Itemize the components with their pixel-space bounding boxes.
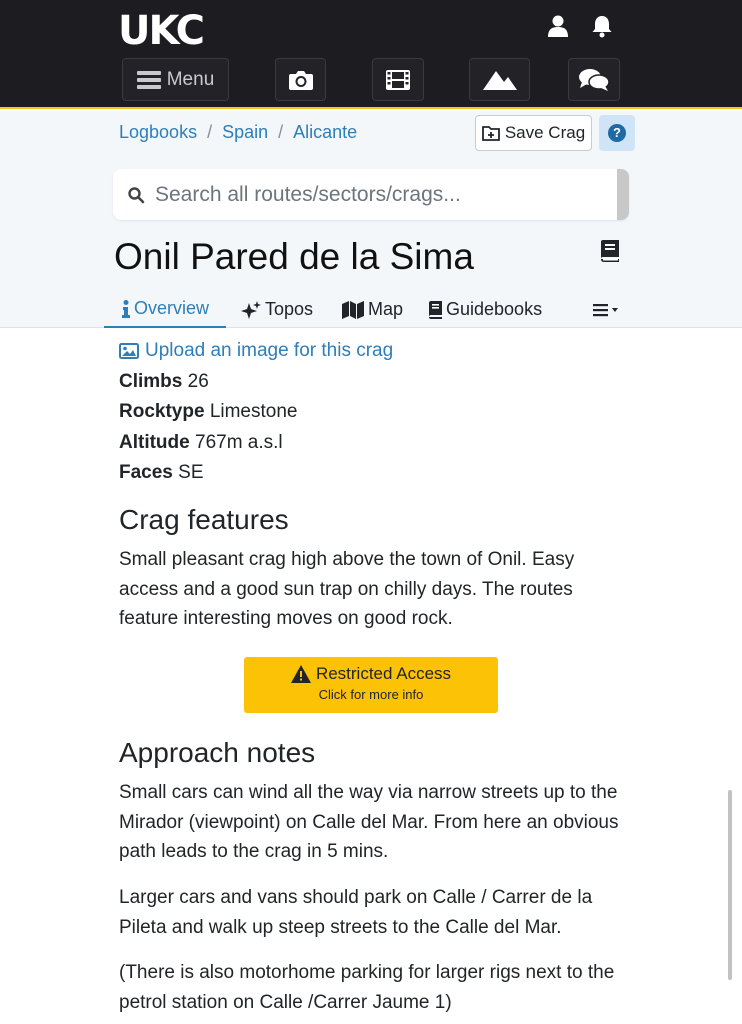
bell-icon[interactable] — [591, 14, 615, 40]
altitude-value: 767m a.s.l — [195, 432, 283, 453]
faces-label: Faces — [119, 462, 173, 483]
restricted-access-sub: Click for more info — [318, 687, 424, 702]
save-crag-button[interactable] — [475, 115, 592, 151]
restricted-access-label: Restricted Access — [315, 664, 452, 683]
breadcrumb-separator: / — [278, 122, 284, 142]
help-button[interactable] — [599, 115, 635, 151]
climbs-fact — [119, 371, 209, 393]
save-crag-label: Save Crag — [504, 123, 586, 142]
hamburger-icon — [137, 71, 161, 89]
page-title: Onil Pared de la Sima — [114, 236, 474, 277]
tab-overview-label: Overview — [134, 298, 210, 318]
site-logo[interactable]: UKC — [118, 8, 204, 54]
more-tabs-dropdown[interactable] — [593, 291, 621, 328]
climbs-value: 26 — [187, 371, 209, 392]
approach-paragraph-3: (There is also motorhome parking for larger rigs next to the petrol station on Calle /Carrer Jaume 1) — [119, 962, 615, 1013]
tab-topos[interactable] — [241, 291, 313, 328]
crag-tabs — [104, 291, 638, 328]
list-dropdown-icon — [593, 302, 621, 318]
breadcrumb-spain[interactable]: Spain — [222, 122, 269, 142]
forums-button[interactable] — [568, 58, 620, 101]
altitude-label: Altitude — [119, 432, 190, 453]
faces-fact — [119, 462, 204, 484]
rocktype-value: Limestone — [209, 401, 298, 422]
breadcrumb-alicante[interactable]: Alicante — [293, 122, 358, 142]
menu-button[interactable] — [122, 58, 229, 101]
crag-features-heading: Crag features — [119, 504, 289, 535]
page-scrollbar[interactable] — [728, 790, 732, 980]
question-icon: ? — [608, 124, 626, 142]
tab-map-label: Map — [368, 299, 404, 319]
upload-image-link[interactable] — [119, 340, 393, 362]
logbook-icon[interactable] — [599, 239, 621, 263]
user-icon[interactable] — [547, 14, 571, 40]
approach-notes-heading: Approach notes — [119, 737, 316, 768]
breadcrumb-separator: / — [207, 122, 213, 142]
tab-guidebooks[interactable] — [428, 291, 542, 328]
restricted-access-title — [244, 664, 498, 684]
film-icon — [385, 69, 411, 91]
altitude-fact — [119, 432, 283, 454]
restricted-access-button[interactable] — [244, 657, 498, 713]
info-icon — [122, 300, 130, 318]
top-navbar — [0, 0, 742, 109]
tab-guidebooks-label: Guidebooks — [446, 299, 543, 319]
faces-value: SE — [178, 462, 204, 483]
search-input[interactable] — [155, 183, 615, 207]
tab-overview[interactable] — [104, 291, 226, 328]
breadcrumb — [119, 122, 357, 143]
crags-button[interactable] — [469, 58, 530, 101]
climbs-label: Climbs — [119, 371, 183, 392]
tab-map[interactable] — [342, 291, 403, 328]
rocktype-label: Rocktype — [119, 401, 205, 422]
comments-icon — [578, 68, 610, 92]
camera-icon — [288, 69, 314, 91]
upload-image-label: Upload an image for this crag — [145, 340, 394, 361]
videos-button[interactable] — [372, 58, 424, 101]
rocktype-fact — [119, 401, 297, 423]
approach-paragraph-2: Larger cars and vans should park on Calle / Carrer de la Pileta and walk up steep streets to the Calle del Mar. — [119, 887, 593, 938]
tab-topos-label: Topos — [265, 299, 314, 319]
breadcrumb-logbooks[interactable]: Logbooks — [119, 122, 198, 142]
folder-plus-icon — [482, 125, 500, 141]
sparkle-icon — [241, 301, 261, 319]
approach-paragraph-1: Small cars can wind all the way via narrow streets up to the Mirador (viewpoint) on Calle del Mar. From here an obvious path leads to the crag in 5 mins. — [119, 782, 619, 862]
photos-button[interactable] — [275, 58, 326, 101]
image-icon — [119, 343, 139, 359]
search-bar — [113, 169, 629, 220]
crag-features-text: Small pleasant crag high above the town of Onil. Easy access and a good sun trap on chilly days. The routes feature interesting moves on good rock. — [119, 549, 575, 629]
mountain-icon — [482, 69, 518, 91]
search-icon — [127, 186, 145, 204]
book-icon — [428, 301, 442, 319]
menu-label: Menu — [166, 68, 215, 90]
map-icon — [342, 301, 364, 319]
warning-icon — [291, 665, 311, 683]
